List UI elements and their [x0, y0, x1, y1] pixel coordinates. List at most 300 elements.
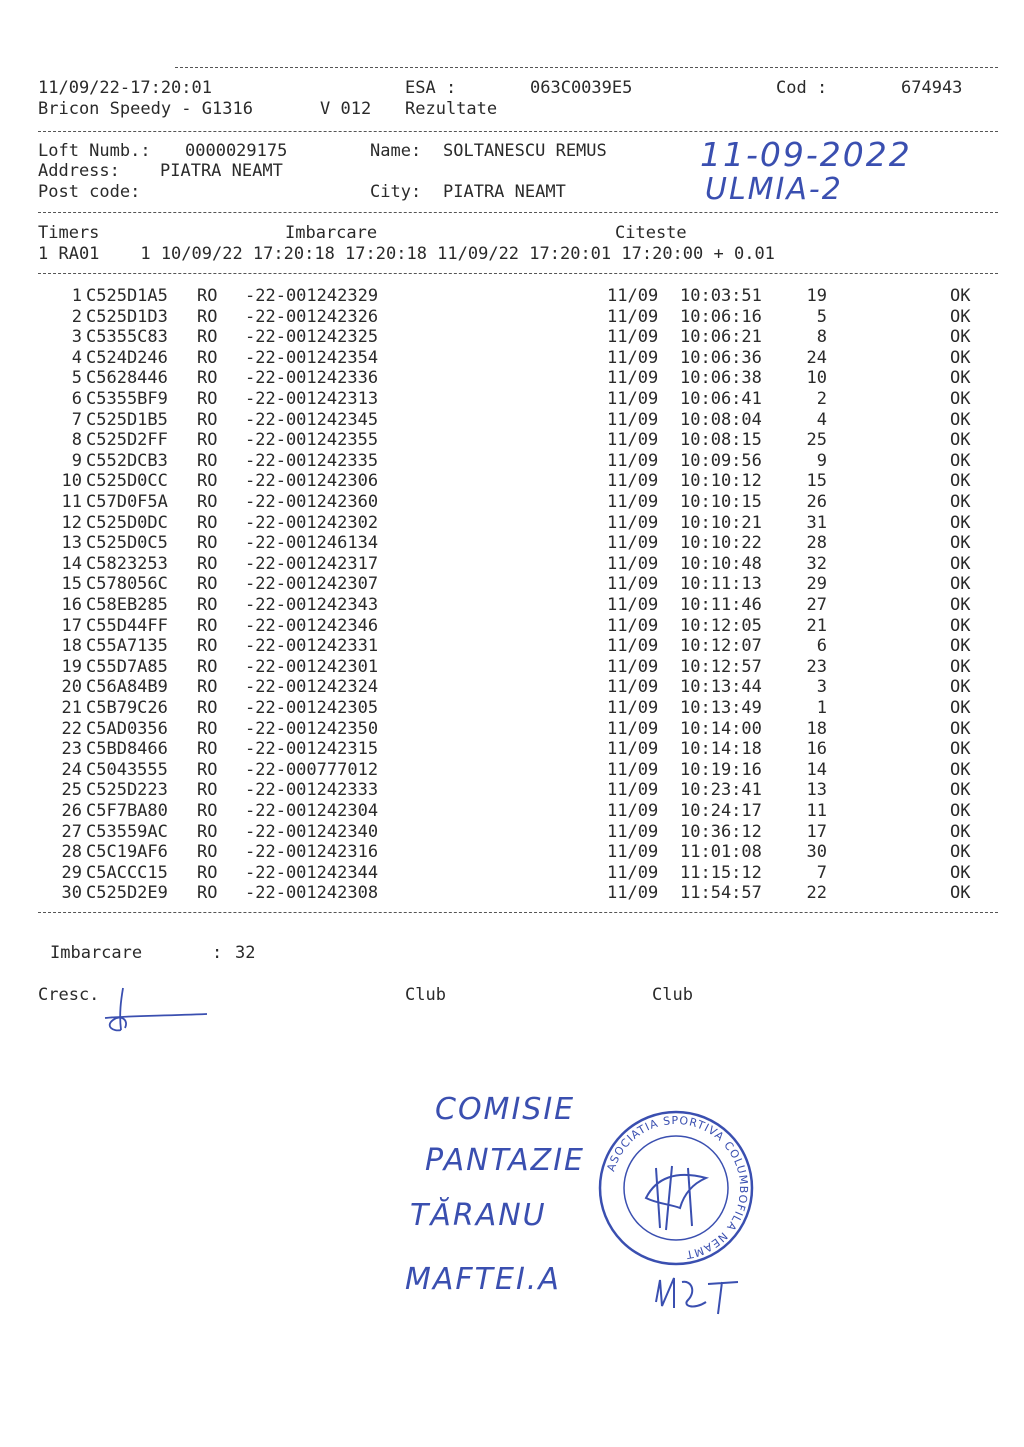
table-row: [0, 595, 1024, 616]
table-row: [0, 430, 1024, 451]
cell-time: 10:06:41: [680, 389, 762, 409]
cell-ring: C5628446: [86, 368, 168, 389]
cell-no: 11: [61, 492, 82, 512]
cell-time: 10:06:16: [680, 306, 762, 327]
cell-date: 11/09: [607, 821, 659, 842]
device-name: Bricon Speedy - G1316: [38, 99, 253, 119]
cell-pos: 11: [806, 801, 827, 821]
cell-id: -22-001242343: [245, 595, 379, 615]
cell-date: 11/09: [607, 698, 659, 718]
cell-status: OK: [950, 718, 971, 739]
cell-status: OK: [950, 553, 971, 574]
table-row: [0, 760, 1024, 781]
cell-ring: C525D0DC: [86, 512, 168, 533]
cell-id: -22-001242306: [245, 471, 379, 492]
cell-id: -22-001242329: [245, 286, 379, 306]
cell-country: RO: [197, 821, 218, 842]
cell-no: 17: [61, 615, 82, 636]
table-row: [0, 780, 1024, 801]
cell-time: 10:11:46: [680, 595, 762, 615]
cell-status: OK: [950, 862, 971, 883]
table-row: [0, 822, 1024, 843]
cell-pos: 8: [816, 327, 827, 348]
cell-date: 11/09: [607, 430, 659, 451]
results-end-rule: [38, 912, 998, 913]
cell-id: -22-001242355: [245, 430, 379, 451]
cell-time: 10:12:07: [680, 636, 762, 657]
cell-no: 3: [71, 327, 82, 348]
cell-no: 15: [61, 574, 82, 595]
cell-no: 28: [61, 842, 82, 863]
owner-name: SOLTANESCU REMUS: [443, 141, 607, 161]
cell-no: 10: [61, 471, 82, 492]
cell-date: 11/09: [607, 286, 659, 306]
cell-pos: 7: [816, 862, 827, 883]
table-row: [0, 574, 1024, 595]
cell-pos: 29: [806, 574, 827, 595]
cell-ring: C5F7BA80: [86, 801, 168, 821]
cell-no: 19: [61, 656, 82, 677]
cell-pos: 18: [806, 718, 827, 739]
top-rule: [175, 67, 998, 68]
cell-time: 10:10:12: [680, 471, 762, 492]
cell-id: -22-001242335: [245, 450, 379, 471]
table-row: [0, 657, 1024, 678]
cell-no: 29: [61, 862, 82, 883]
breeder-signature: [95, 980, 215, 1045]
handwritten-date: 11-09-2022: [700, 135, 912, 174]
table-row: [0, 389, 1024, 410]
committee-signature: [648, 1262, 748, 1322]
cell-id: -22-001242305: [245, 698, 379, 718]
club-label-1: Club: [405, 985, 446, 1005]
committee-member-1: PANTAZIE: [425, 1143, 586, 1178]
cell-ring: C58EB285: [86, 595, 168, 615]
cell-country: RO: [197, 677, 218, 698]
table-row: [0, 471, 1024, 492]
cell-no: 9: [71, 450, 82, 471]
cell-id: -22-001242340: [245, 821, 379, 842]
cell-ring: C525D2E9: [86, 883, 168, 904]
cell-country: RO: [197, 574, 218, 595]
cell-ring: C5C19AF6: [86, 842, 168, 863]
cell-time: 10:08:04: [680, 409, 762, 430]
cell-pos: 32: [806, 553, 827, 574]
table-row: [0, 677, 1024, 698]
cell-id: -22-001242333: [245, 780, 379, 801]
cell-time: 10:10:15: [680, 492, 762, 512]
cell-date: 11/09: [607, 718, 659, 739]
cell-ring: C5355BF9: [86, 389, 168, 409]
cell-country: RO: [197, 347, 218, 368]
cell-ring: C525D0C5: [86, 533, 168, 554]
cell-status: OK: [950, 471, 971, 492]
cell-time: 10:06:36: [680, 347, 762, 368]
cell-country: RO: [197, 430, 218, 451]
committee-member-2: TĂRANU: [410, 1198, 547, 1233]
cell-date: 11/09: [607, 347, 659, 368]
cell-time: 10:23:41: [680, 780, 762, 801]
cell-status: OK: [950, 574, 971, 595]
cell-id: -22-001242331: [245, 636, 379, 657]
cell-date: 11/09: [607, 759, 659, 780]
cell-date: 11/09: [607, 306, 659, 327]
cell-status: OK: [950, 615, 971, 636]
cell-id: -22-001242336: [245, 368, 379, 389]
cell-time: 11:15:12: [680, 862, 762, 883]
city-label: City:: [370, 182, 422, 202]
cell-date: 11/09: [607, 842, 659, 863]
cell-date: 11/09: [607, 409, 659, 430]
cell-pos: 19: [806, 286, 827, 306]
cell-status: OK: [950, 327, 971, 348]
cell-no: 23: [61, 739, 82, 760]
cell-status: OK: [950, 739, 971, 760]
cell-country: RO: [197, 533, 218, 554]
cell-time: 10:13:49: [680, 698, 762, 718]
cell-status: OK: [950, 636, 971, 657]
cell-id: -22-001242326: [245, 306, 379, 327]
cell-date: 11/09: [607, 862, 659, 883]
esa-value: 063C0039E5: [530, 78, 633, 98]
cell-pos: 6: [816, 636, 827, 657]
cell-date: 11/09: [607, 327, 659, 348]
cell-country: RO: [197, 553, 218, 574]
cell-no: 14: [61, 553, 82, 574]
cell-id: -22-001242304: [245, 801, 379, 821]
cell-status: OK: [950, 595, 971, 615]
imbarcare-total-value: 32: [235, 943, 256, 963]
cell-no: 27: [61, 821, 82, 842]
cell-id: -22-001242350: [245, 718, 379, 739]
table-row: [0, 348, 1024, 369]
cell-pos: 14: [806, 759, 827, 780]
cell-no: 24: [61, 759, 82, 780]
cell-no: 13: [61, 533, 82, 554]
cell-status: OK: [950, 780, 971, 801]
cell-no: 2: [71, 306, 82, 327]
cell-date: 11/09: [607, 615, 659, 636]
cell-pos: 16: [806, 739, 827, 760]
cell-date: 11/09: [607, 574, 659, 595]
cell-country: RO: [197, 615, 218, 636]
cell-pos: 24: [806, 347, 827, 368]
table-row: [0, 554, 1024, 575]
city-value: PIATRA NEAMT: [443, 182, 566, 202]
loft-numb-label: Loft Numb.:: [38, 141, 151, 161]
loft-rule: [38, 212, 998, 213]
cell-time: 10:36:12: [680, 821, 762, 842]
cell-status: OK: [950, 842, 971, 863]
cell-pos: 25: [806, 430, 827, 451]
cell-country: RO: [197, 595, 218, 615]
cell-country: RO: [197, 512, 218, 533]
header-rule: [38, 131, 998, 132]
cell-time: 10:12:05: [680, 615, 762, 636]
cell-date: 11/09: [607, 883, 659, 904]
cell-no: 18: [61, 636, 82, 657]
cell-country: RO: [197, 327, 218, 348]
table-row: [0, 307, 1024, 328]
cell-country: RO: [197, 698, 218, 718]
cresc-label: Cresc.: [38, 985, 100, 1005]
cell-no: 30: [61, 883, 82, 904]
cell-id: -22-001242345: [245, 409, 379, 430]
cell-status: OK: [950, 368, 971, 389]
cell-time: 10:24:17: [680, 801, 762, 821]
loft-numb: 0000029175: [185, 141, 288, 161]
timers-citeste-label: Citeste: [615, 223, 687, 243]
cell-no: 7: [71, 409, 82, 430]
cell-country: RO: [197, 759, 218, 780]
cell-id: -22-000777012: [245, 759, 379, 780]
cell-country: RO: [197, 409, 218, 430]
doc-type: Rezultate: [405, 99, 498, 119]
cell-pos: 1: [816, 698, 827, 718]
cell-date: 11/09: [607, 739, 659, 760]
committee-title: COMISIE: [435, 1092, 576, 1127]
committee-member-3: MAFTEI.A: [405, 1262, 561, 1297]
table-row: [0, 513, 1024, 534]
cell-ring: C57D0F5A: [86, 492, 168, 512]
cell-status: OK: [950, 801, 971, 821]
address-value: PIATRA NEAMT: [160, 161, 283, 181]
cell-ring: C5AD0356: [86, 718, 168, 739]
cell-pos: 10: [806, 368, 827, 389]
cell-country: RO: [197, 450, 218, 471]
cell-country: RO: [197, 471, 218, 492]
cell-no: 26: [61, 801, 82, 821]
table-row: [0, 863, 1024, 884]
cell-date: 11/09: [607, 677, 659, 698]
cell-id: -22-001242307: [245, 574, 379, 595]
postcode-label: Post code:: [38, 182, 141, 202]
cell-date: 11/09: [607, 780, 659, 801]
cell-no: 20: [61, 677, 82, 698]
cell-no: 6: [71, 389, 82, 409]
cell-date: 11/09: [607, 512, 659, 533]
cell-id: -22-001242344: [245, 862, 379, 883]
cell-time: 10:10:48: [680, 553, 762, 574]
cell-pos: 9: [816, 450, 827, 471]
cell-pos: 22: [806, 883, 827, 904]
cell-pos: 3: [816, 677, 827, 698]
timers-rule: [38, 273, 998, 274]
cell-pos: 27: [806, 595, 827, 615]
cell-time: 10:13:44: [680, 677, 762, 698]
cell-no: 5: [71, 368, 82, 389]
cell-date: 11/09: [607, 595, 659, 615]
cell-pos: 2: [816, 389, 827, 409]
timers-label: Timers: [38, 223, 100, 243]
cell-country: RO: [197, 636, 218, 657]
cell-date: 11/09: [607, 553, 659, 574]
cell-ring: C53559AC: [86, 821, 168, 842]
cell-status: OK: [950, 347, 971, 368]
print-datetime: 11/09/22-17:20:01: [38, 78, 212, 98]
cell-status: OK: [950, 409, 971, 430]
cell-country: RO: [197, 883, 218, 904]
device-version: V 012: [320, 99, 372, 119]
cell-ring: C55D44FF: [86, 615, 168, 636]
cell-pos: 5: [816, 306, 827, 327]
cell-id: -22-001242346: [245, 615, 379, 636]
cell-time: 11:54:57: [680, 883, 762, 904]
association-stamp: [596, 1108, 756, 1268]
cell-no: 12: [61, 512, 82, 533]
cell-date: 11/09: [607, 450, 659, 471]
owner-name-label: Name:: [370, 141, 422, 161]
cell-date: 11/09: [607, 389, 659, 409]
cell-pos: 26: [806, 492, 827, 512]
cell-status: OK: [950, 698, 971, 718]
table-row: [0, 616, 1024, 637]
cell-country: RO: [197, 492, 218, 512]
cell-id: -22-001242301: [245, 656, 379, 677]
imbarcare-total-label: Imbarcare: [50, 943, 143, 963]
cod-value: 674943: [901, 78, 963, 98]
cell-no: 22: [61, 718, 82, 739]
cell-id: -22-001242360: [245, 492, 379, 512]
cell-pos: 23: [806, 656, 827, 677]
cell-date: 11/09: [607, 533, 659, 554]
cell-no: 8: [71, 430, 82, 451]
cell-ring: C525D1A5: [86, 286, 168, 306]
cell-time: 10:14:18: [680, 739, 762, 760]
cell-no: 16: [61, 595, 82, 615]
address-label: Address:: [38, 161, 120, 181]
table-row: [0, 533, 1024, 554]
cell-pos: 17: [806, 821, 827, 842]
cell-time: 10:19:16: [680, 759, 762, 780]
table-row: [0, 286, 1024, 307]
cell-date: 11/09: [607, 801, 659, 821]
cell-ring: C5043555: [86, 759, 168, 780]
cell-country: RO: [197, 862, 218, 883]
cell-country: RO: [197, 656, 218, 677]
imbarcare-total-sep: :: [212, 943, 223, 963]
cell-time: 10:10:22: [680, 533, 762, 554]
cell-country: RO: [197, 842, 218, 863]
cell-id: -22-001246134: [245, 533, 379, 554]
timers-imbarcare-label: Imbarcare: [285, 223, 378, 243]
cell-id: -22-001242315: [245, 739, 379, 760]
cell-ring: C525D1D3: [86, 306, 168, 327]
cell-date: 11/09: [607, 492, 659, 512]
table-row: [0, 410, 1024, 431]
cell-status: OK: [950, 450, 971, 471]
cell-time: 11:01:08: [680, 842, 762, 863]
cell-ring: C525D223: [86, 780, 168, 801]
cell-pos: 21: [806, 615, 827, 636]
cell-ring: C56A84B9: [86, 677, 168, 698]
table-row: [0, 492, 1024, 513]
cell-date: 11/09: [607, 636, 659, 657]
table-row: [0, 451, 1024, 472]
cell-id: -22-001242325: [245, 327, 379, 348]
table-row: [0, 698, 1024, 719]
cell-no: 21: [61, 698, 82, 718]
table-row: [0, 801, 1024, 822]
cell-status: OK: [950, 430, 971, 451]
cell-status: OK: [950, 512, 971, 533]
cell-id: -22-001242354: [245, 347, 379, 368]
cell-pos: 13: [806, 780, 827, 801]
cell-status: OK: [950, 677, 971, 698]
cell-status: OK: [950, 821, 971, 842]
cell-country: RO: [197, 286, 218, 306]
cell-date: 11/09: [607, 471, 659, 492]
cell-status: OK: [950, 883, 971, 904]
cell-time: 10:11:13: [680, 574, 762, 595]
cell-status: OK: [950, 533, 971, 554]
cell-time: 10:03:51: [680, 286, 762, 306]
cell-time: 10:09:56: [680, 450, 762, 471]
cell-ring: C5BD8466: [86, 739, 168, 760]
club-label-2: Club: [652, 985, 693, 1005]
results-table: [0, 286, 1024, 906]
cell-ring: C524D246: [86, 347, 168, 368]
cell-status: OK: [950, 306, 971, 327]
table-row: [0, 327, 1024, 348]
cell-ring: C525D2FF: [86, 430, 168, 451]
cell-id: -22-001242316: [245, 842, 379, 863]
cell-id: -22-001242317: [245, 553, 379, 574]
cell-status: OK: [950, 759, 971, 780]
cell-status: OK: [950, 286, 971, 306]
table-row: [0, 739, 1024, 760]
cell-no: 4: [71, 347, 82, 368]
cod-label: Cod :: [776, 78, 828, 98]
cell-ring: C578056C: [86, 574, 168, 595]
cell-date: 11/09: [607, 656, 659, 677]
cell-pos: 15: [806, 471, 827, 492]
cell-time: 10:06:38: [680, 368, 762, 389]
cell-ring: C5355C83: [86, 327, 168, 348]
cell-country: RO: [197, 780, 218, 801]
handwritten-race: ULMIA-2: [705, 172, 843, 207]
cell-id: -22-001242324: [245, 677, 379, 698]
cell-country: RO: [197, 306, 218, 327]
cell-country: RO: [197, 718, 218, 739]
cell-id: -22-001242313: [245, 389, 379, 409]
cell-no: 1: [71, 286, 82, 306]
cell-ring: C55A7135: [86, 636, 168, 657]
cell-ring: C552DCB3: [86, 450, 168, 471]
cell-time: 10:06:21: [680, 327, 762, 348]
cell-status: OK: [950, 656, 971, 677]
cell-time: 10:10:21: [680, 512, 762, 533]
cell-date: 11/09: [607, 368, 659, 389]
cell-ring: C525D1B5: [86, 409, 168, 430]
cell-country: RO: [197, 739, 218, 760]
cell-status: OK: [950, 389, 971, 409]
cell-pos: 31: [806, 512, 827, 533]
table-row: [0, 719, 1024, 740]
cell-pos: 4: [816, 409, 827, 430]
cell-ring: C525D0CC: [86, 471, 168, 492]
cell-time: 10:14:00: [680, 718, 762, 739]
svg-text:ASOCIATIA SPORTIVA COLUMBOFILA: ASOCIATIA SPORTIVA COLUMBOFILA NEAMT: [604, 1113, 751, 1262]
table-row: [0, 883, 1024, 904]
cell-country: RO: [197, 389, 218, 409]
cell-pos: 28: [806, 533, 827, 554]
cell-country: RO: [197, 801, 218, 821]
table-row: [0, 842, 1024, 863]
esa-label: ESA :: [405, 78, 457, 98]
cell-time: 10:08:15: [680, 430, 762, 451]
cell-no: 25: [61, 780, 82, 801]
